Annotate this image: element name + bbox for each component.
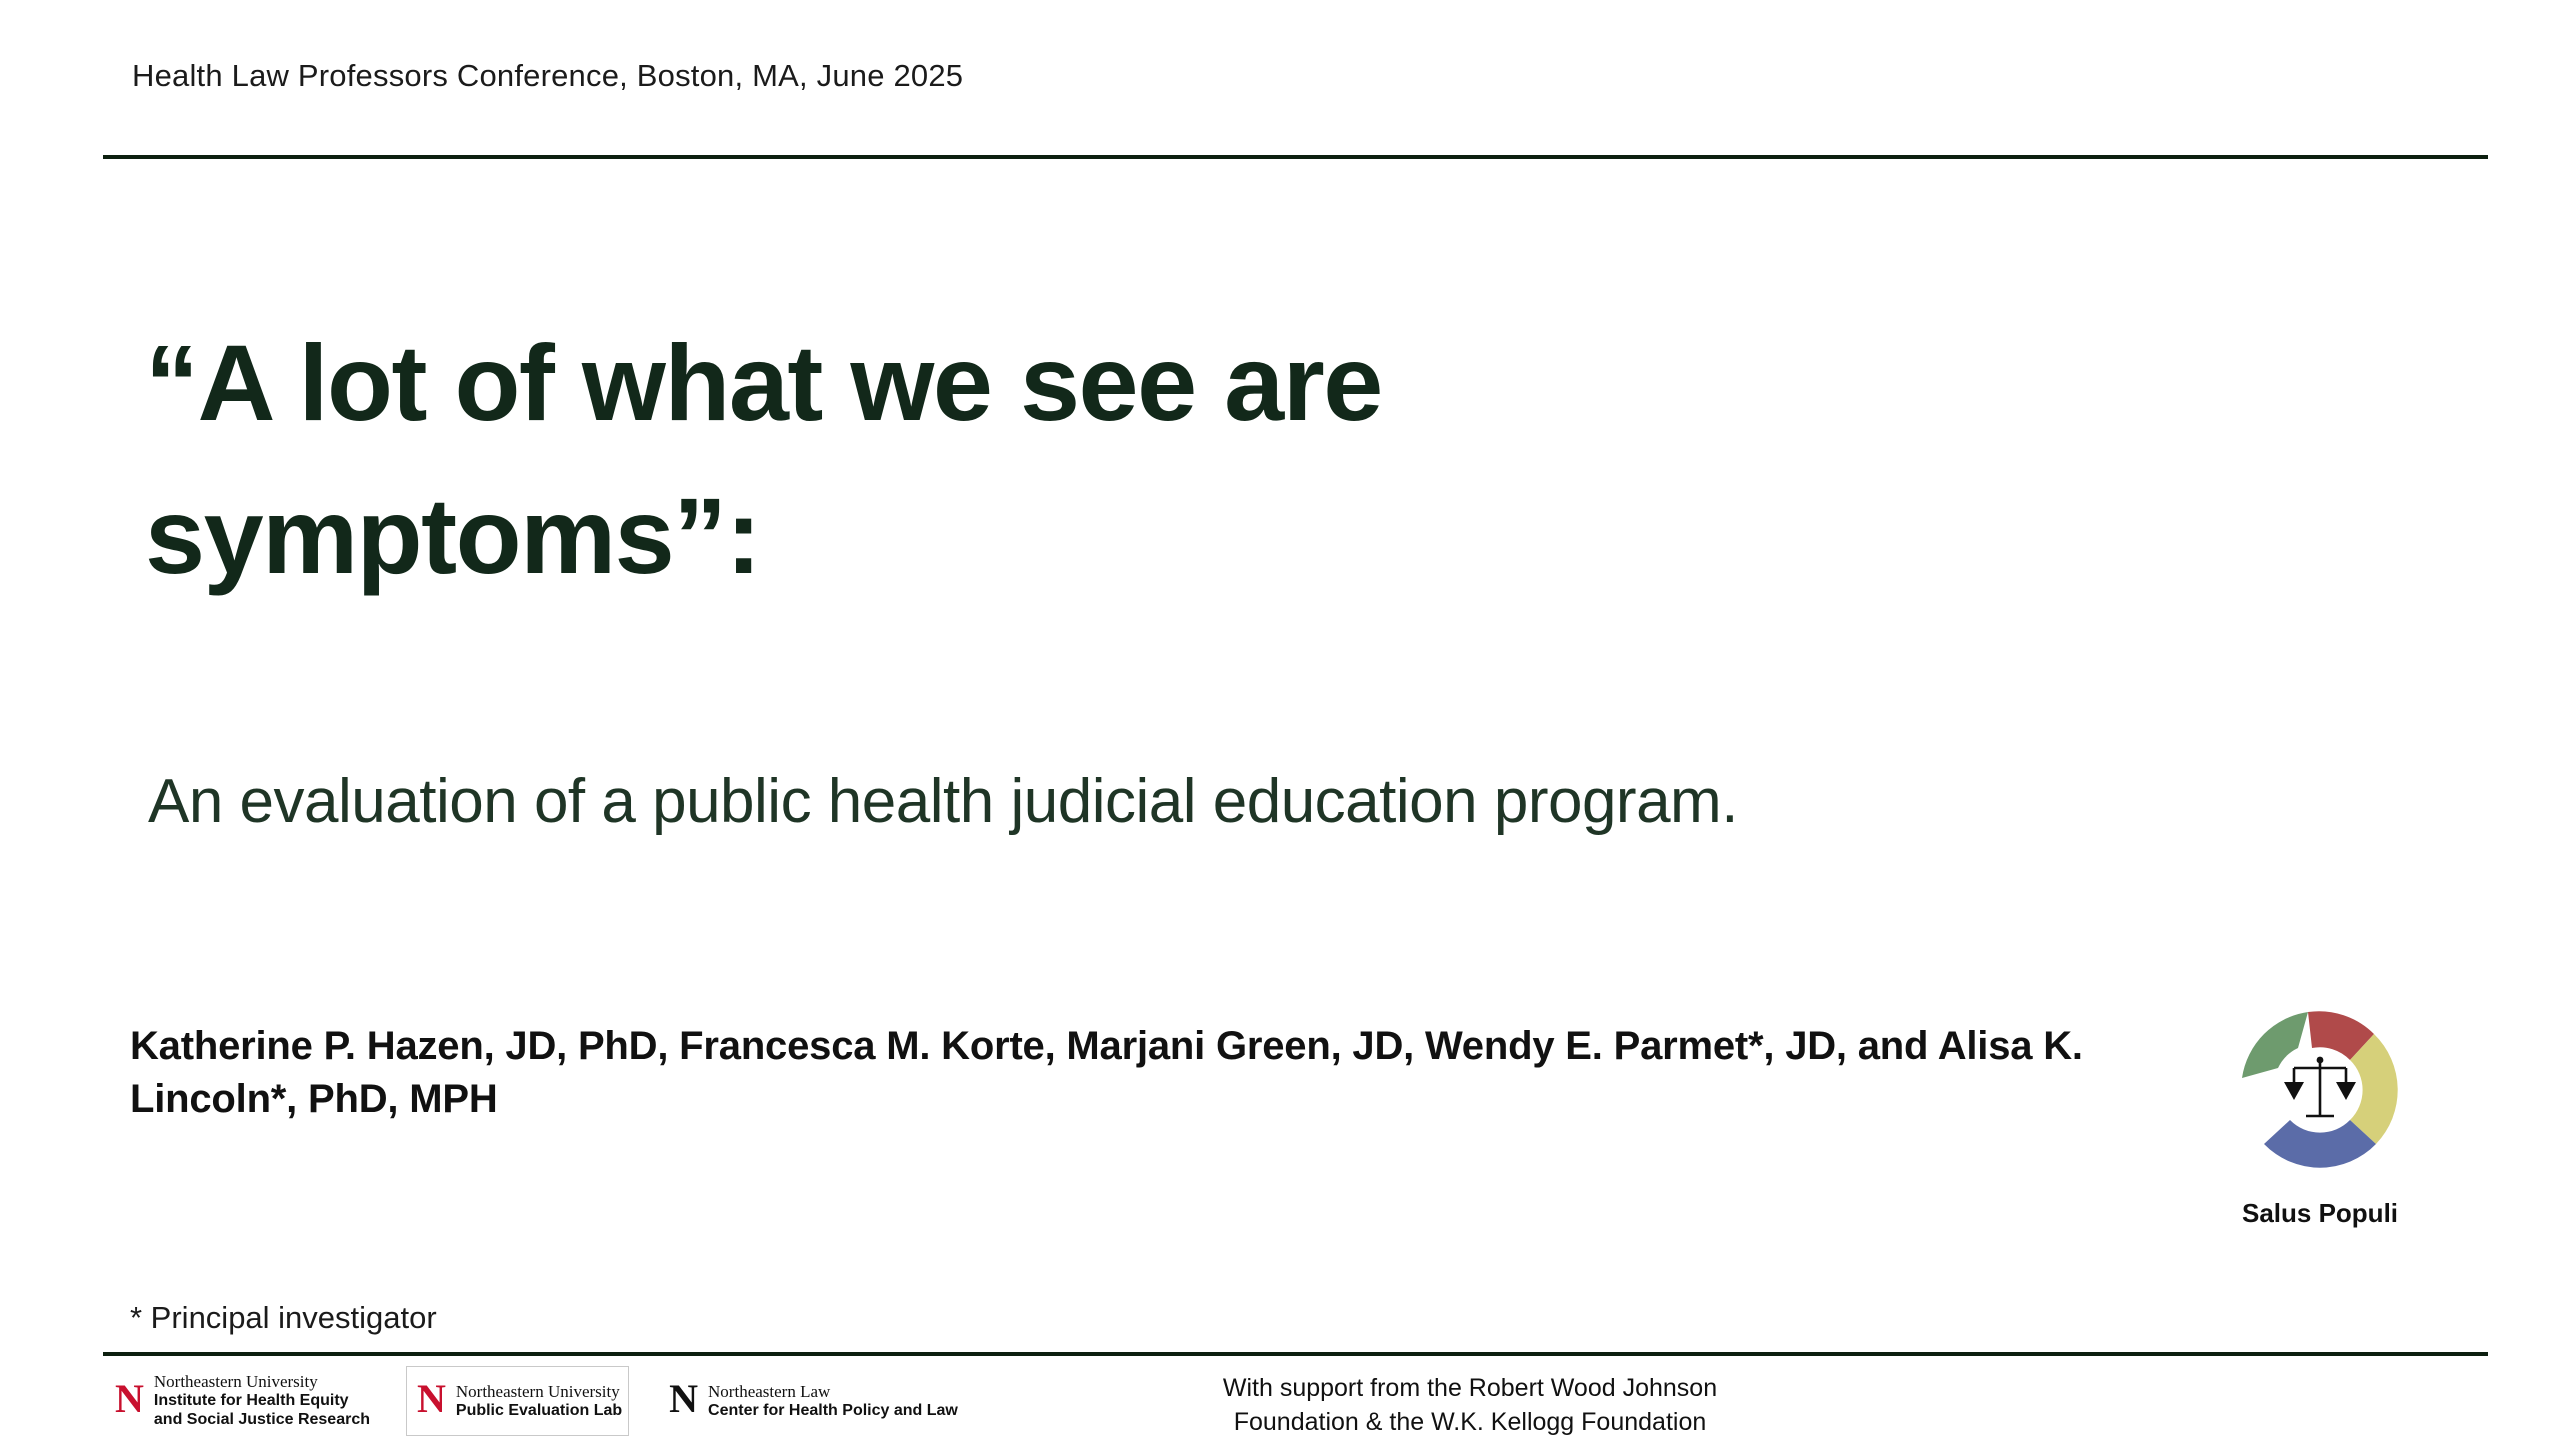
support-statement: [1160, 1372, 1780, 1440]
logo-institute-health-equity: [105, 1367, 376, 1435]
title-line-1: “A lot of what we see are: [145, 322, 1382, 443]
northeastern-n-icon: N: [417, 1376, 446, 1421]
footnote: * Principal investigator: [130, 1300, 437, 1335]
logo-center-health-policy-law: [659, 1367, 964, 1435]
logo-1-line-1: Northeastern University: [455, 1381, 620, 1401]
author-list: Katherine P. Hazen, JD, PhD, Francesca M. Korte, Marjani Green, JD, Wendy E. Parmet*, JD, and Alisa K. Lincoln*, PhD, MPH: [130, 1024, 2083, 1121]
logo-1-line-2: Public Evaluation Lab: [455, 1401, 623, 1419]
logo-2-line-2: Center for Health Policy and Law: [708, 1401, 958, 1419]
scales-of-justice-icon: [2205, 990, 2435, 1190]
logo-public-evaluation-lab: [406, 1366, 629, 1436]
logo-0-line-3: and Social Justice Research: [153, 1411, 370, 1429]
logo-2-line-1: Northeastern Law: [708, 1381, 831, 1401]
page-title: [145, 322, 2345, 596]
logo-0-line-2: Institute for Health Equity: [153, 1392, 349, 1410]
conference-header: Health Law Professors Conference, Boston, MA, June 2025: [132, 58, 964, 93]
salus-populi-label: Salus Populi: [2241, 1198, 2399, 1228]
title-line-2: symptoms”:: [145, 474, 761, 596]
northeastern-n-icon: N: [669, 1376, 699, 1421]
support-line-2: Foundation & the W.K. Kellogg Foundation: [1233, 1407, 1707, 1436]
footer-divider: [103, 1352, 2488, 1356]
footer-logo-row: [105, 1368, 994, 1434]
support-line-1: With support from the Robert Wood Johnson: [1222, 1374, 1718, 1402]
page-subtitle: An evaluation of a public health judicial education program.: [148, 767, 1738, 836]
northeastern-n-icon: N: [115, 1376, 144, 1421]
header-divider: [103, 155, 2488, 159]
logo-0-line-1: Northeastern University: [153, 1372, 318, 1392]
salus-populi-logo: [2205, 990, 2435, 1240]
